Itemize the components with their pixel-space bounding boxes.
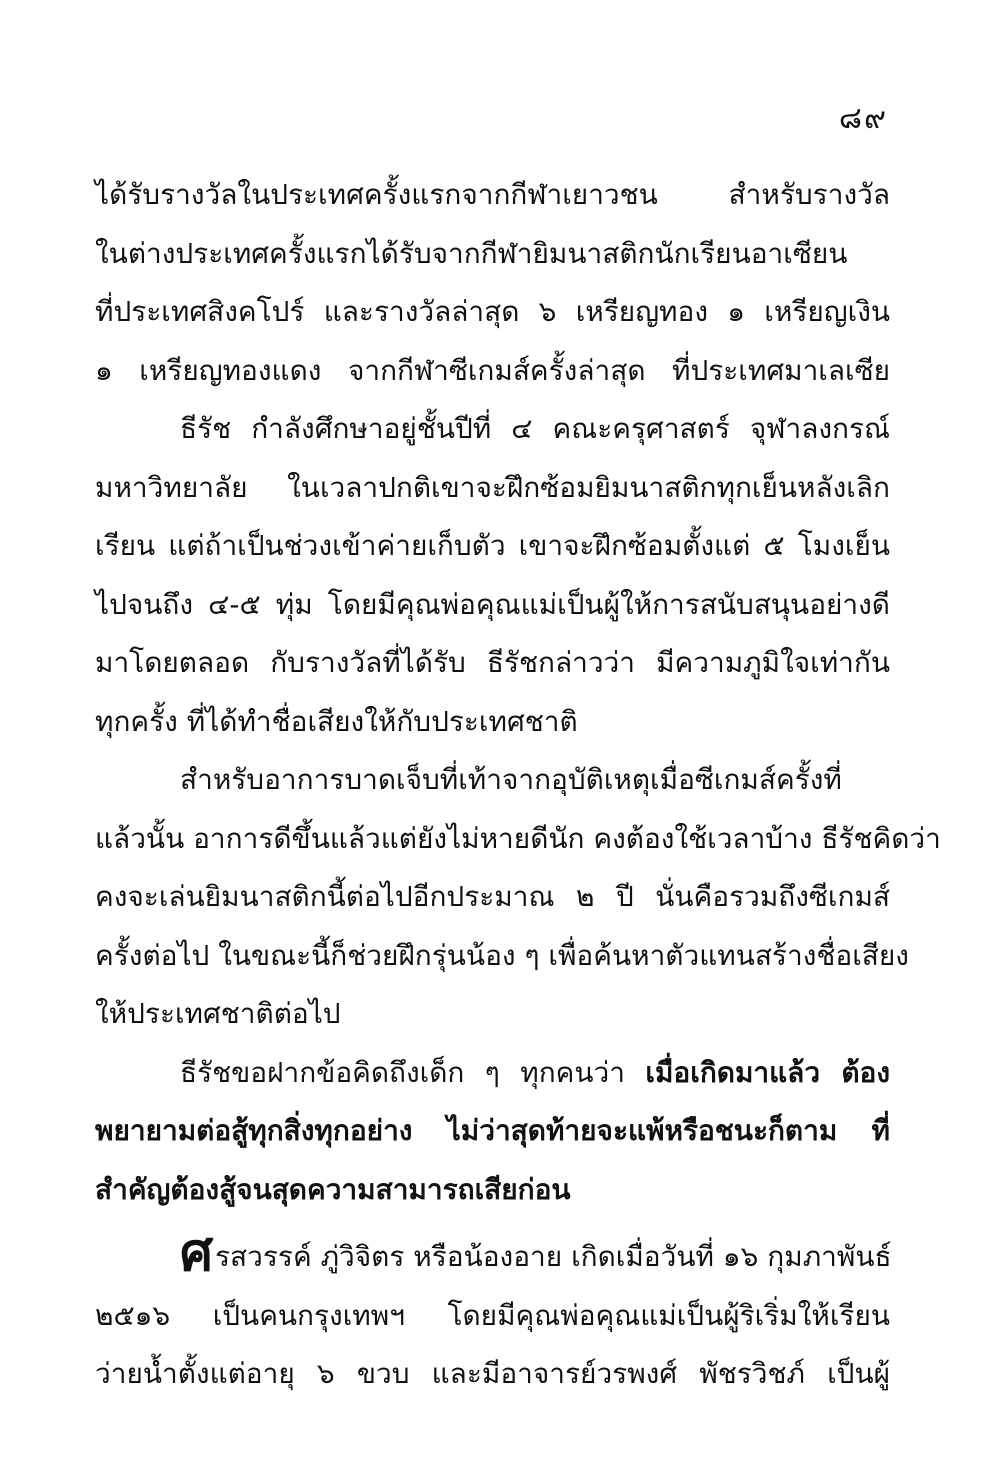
text-line: แล้วนั้น อาการดีขึ้นแล้วแต่ยังไม่หายดีนัก คงต้องใช้เวลาบ้าง ธีรัชคิดว่า: [95, 821, 941, 855]
text-line: พยายามต่อสู้ทุกสิ่งทุกอย่าง ไม่ว่าสุดท้ายจะแพ้หรือชนะก็ตาม ที่: [95, 1114, 890, 1147]
paragraph-3: [95, 751, 941, 1044]
text-line: สำคัญต้องสู้จนสุดความสามารถเสียก่อน: [95, 1172, 571, 1206]
text-line: ๑ เหรียญทองแดง จากกีฬาซีเกมส์ครั้งล่าสุด ที่ประเทศมาเลเซีย: [95, 353, 890, 387]
text-line: สำหรับอาการบาดเจ็บที่เท้าจากอุบัติเหตุเมื่อซีเกมส์ครั้งที่: [180, 763, 842, 796]
text-line: ว่ายน้ำตั้งแต่อายุ ๖ ขวบ และมีอาจารย์วรพงศ์ พัชรวิชภ์ เป็นผู้: [95, 1357, 890, 1390]
text-bold: เมื่อเกิดมาแล้ว ต้อง: [645, 1055, 891, 1089]
text-line: ครั้งต่อไป ในขณะนี้ก็ช่วยฝึกรุ่นน้อง ๆ เพื่อค้นหาตัวแทนสร้างชื่อเสียง: [95, 938, 909, 972]
text-line: ได้รับรางวัลในประเทศครั้งแรกจากกีฬาเยาวชน สำหรับรางวัล: [95, 178, 890, 211]
paragraph-5: [95, 1223, 892, 1404]
page-body: [95, 166, 941, 1404]
text-line: ให้ประเทศชาติต่อไป: [95, 997, 341, 1030]
paragraph-4: [95, 1044, 890, 1220]
text-normal: ธีรัชขอฝากข้อคิดถึงเด็ก ๆ ทุกคนว่า: [180, 1055, 646, 1089]
text-line: ๒๕๑๖ เป็นคนกรุงเทพฯ โดยมีคุณพ่อคุณแม่เป็นผู้ริเริ่มให้เรียน: [95, 1298, 890, 1332]
text-line: ทุกครั้ง ที่ได้ทำชื่อเสียงให้กับประเทศชาติ: [95, 704, 578, 738]
text-line: ในต่างประเทศครั้งแรกได้รับจากกีฬายิมนาสติกนักเรียนอาเซียน: [95, 236, 848, 270]
text-line: [95, 1044, 890, 1103]
text-line: ที่ประเทศสิงคโปร์ และรางวัลล่าสุด ๖ เหรียญทอง ๑ เหรียญเงิน: [95, 295, 890, 328]
text-line: ไปจนถึง ๔-๕ ทุ่ม โดยมีคุณพ่อคุณแม่เป็นผู้ให้การสนับสนุนอย่างดี: [95, 587, 890, 621]
text-line: [95, 1223, 892, 1287]
text-line: คงจะเล่นยิมนาสติกนี้ต่อไปอีกประมาณ ๒ ปี นั่นคือรวมถึงซีเกมส์: [95, 880, 890, 913]
text-line: ธีรัช กำลังศึกษาอยู่ชั้นปีที่ ๔ คณะครุศาสตร์ จุฬาลงกรณ์: [180, 412, 890, 445]
drop-cap: ศ: [180, 1223, 214, 1283]
text-line: เรียน แต่ถ้าเป็นช่วงเข้าค่ายเก็บตัว เขาจะฝึกซ้อมตั้งแต่ ๕ โมงเย็น: [95, 529, 890, 562]
paragraph-1: [95, 166, 890, 400]
section-gap: [95, 1219, 890, 1227]
text-line: มาโดยตลอด กับรางวัลที่ได้รับ ธีรัชกล่าวว่า มีความภูมิใจเท่ากัน: [95, 646, 890, 679]
page-number: ๘๙: [838, 101, 888, 136]
paragraph-2: [95, 400, 890, 751]
text-normal: รสวรรค์ ภู่วิจิตร หรือน้องอาย เกิดเมื่อวันที่ ๑๖ กุมภาพันธ์: [215, 1240, 892, 1273]
text-line: มหาวิทยาลัย ในเวลาปกติเขาจะฝึกซ้อมยิมนาสติกทุกเย็นหลังเลิก: [95, 470, 890, 504]
